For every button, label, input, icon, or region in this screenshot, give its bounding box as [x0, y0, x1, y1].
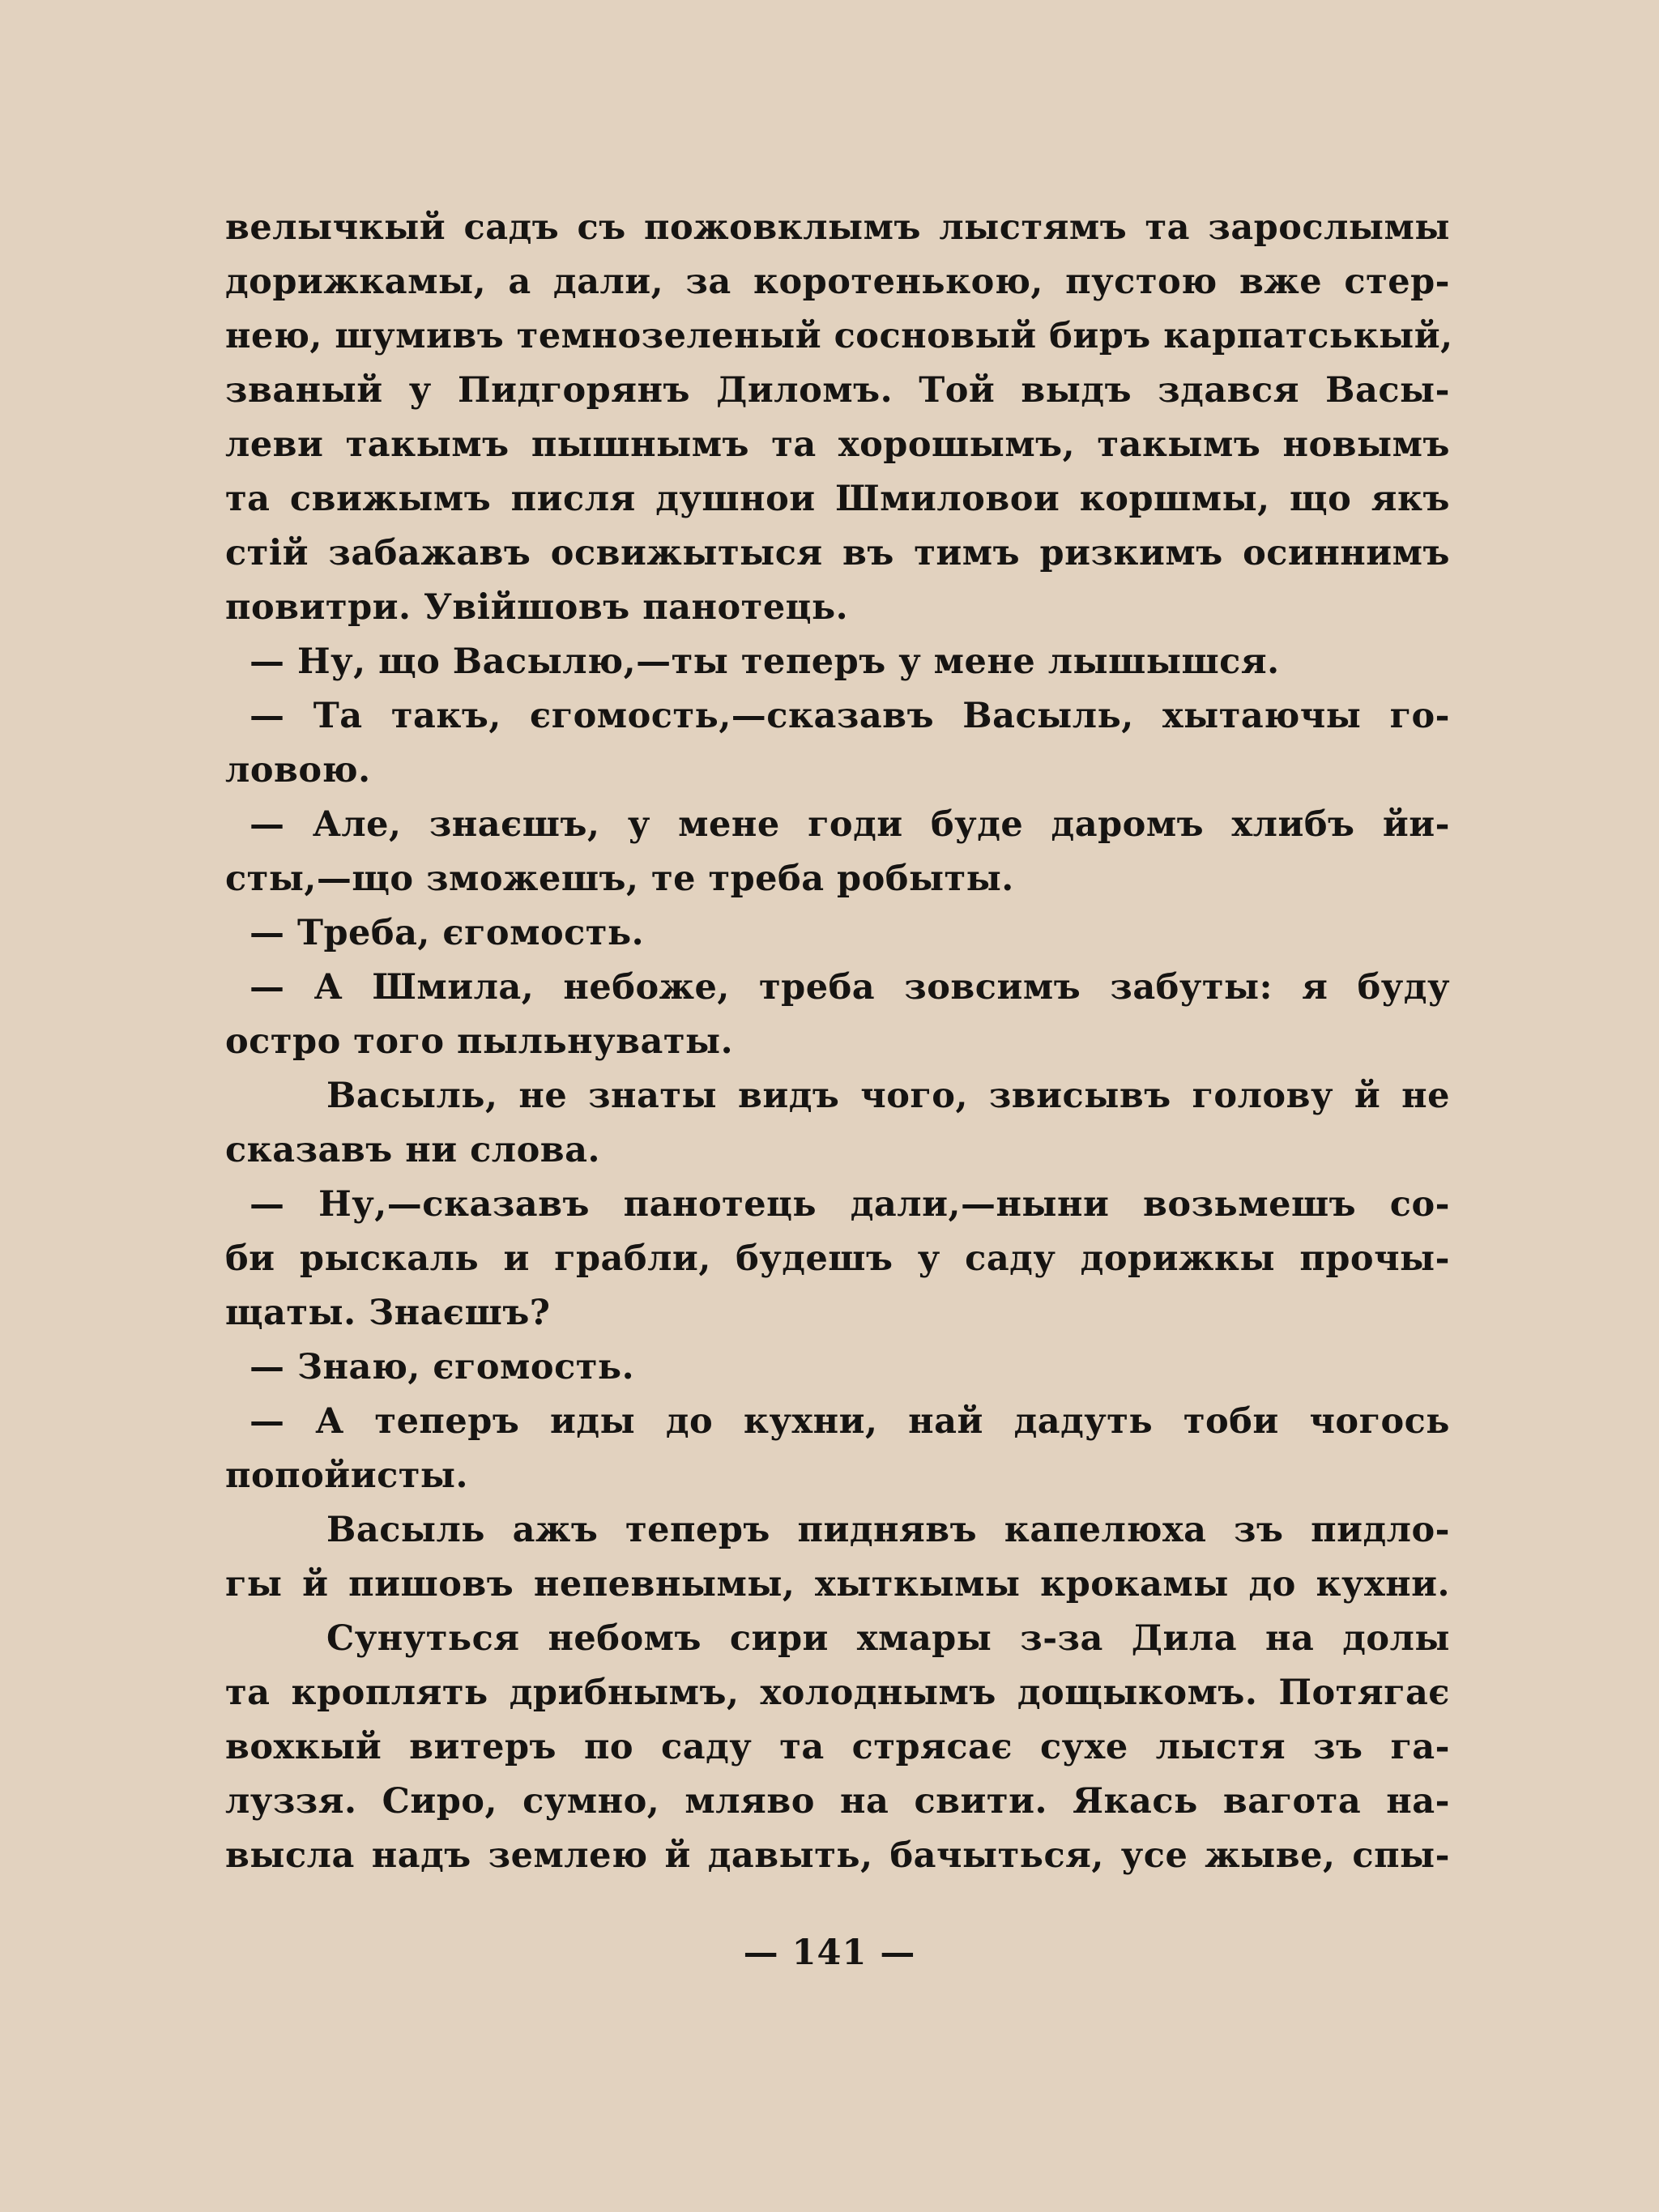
body-text — [225, 201, 1453, 1883]
text-line: высла надъ землею й давыть, бачыться, усе жыве, спы- — [225, 1835, 1450, 1876]
text-line: нею, шумивъ темнозеленый сосновый биръ карпатськый, — [225, 316, 1453, 356]
text-line: остро того пыльнуваты. — [225, 1021, 734, 1062]
text-line: та свижымъ писля душнои Шмиловои коршмы, що якъ — [225, 479, 1450, 519]
dialogue-line: — А теперъ иды до кухни, най дадуть тоби чогось — [249, 1401, 1450, 1442]
paragraph-start-line: Сунуться небомъ сири хмары з-за Дила на долы — [326, 1618, 1450, 1659]
text-line: гы й пишовъ непевнымы, хыткымы крокамы до кухни. — [225, 1564, 1450, 1605]
dialogue-line: — Та такъ, єгомость,—сказавъ Васыль, хытаючы го- — [249, 696, 1450, 736]
text-line: ловою. — [225, 750, 371, 791]
text-line: луззя. Сиро, сумно, мляво на свити. Якась вагота на- — [225, 1781, 1450, 1822]
text-line: щаты. Знаєшъ? — [225, 1293, 551, 1333]
text-line: дорижкамы, а дали, за коротенькою, пустою вже стер- — [225, 262, 1450, 302]
text-line: сты,—що зможешъ, те треба робыты. — [225, 859, 1014, 899]
text-line: повитри. Увійшовъ панотець. — [225, 587, 849, 628]
text-line: та кроплять дрибнымъ, холоднымъ дощыкомъ. Потягає — [225, 1673, 1450, 1713]
paragraph-start-line: Васыль ажъ теперъ пиднявъ капелюха зъ пидло- — [326, 1510, 1450, 1550]
dialogue-line: — А Шмила, небоже, треба зовсимъ забуты: я буду — [249, 967, 1450, 1008]
dialogue-line: — Ну,—сказавъ панотець дали,—ныни возьмешъ со- — [249, 1184, 1450, 1225]
dialogue-line: — Ну, що Васылю,—ты теперъ у мене лышышся. — [249, 641, 1280, 682]
dialogue-line: — Треба, єгомость. — [249, 913, 645, 953]
paragraph-start-line: Васыль, не знаты видъ чого, звисывъ голову й не — [326, 1076, 1450, 1116]
text-line: велычкый садъ съ пожовклымъ лыстямъ та зарослымы — [225, 207, 1450, 248]
text-line: би рыскаль и грабли, будешъ у саду дорижкы прочы- — [225, 1238, 1450, 1279]
text-line: сказавъ ни слова. — [225, 1130, 600, 1170]
dialogue-line: — Але, знаєшъ, у мене годи буде даромъ хлибъ йи- — [249, 804, 1450, 845]
text-line: леви такымъ пышнымъ та хорошымъ, такымъ новымъ — [225, 424, 1450, 465]
text-line: званый у Пидгорянъ Диломъ. Той выдъ здався Васы- — [225, 370, 1450, 411]
text-line: вохкый витеръ по саду та стрясає сухе лыстя зъ га- — [225, 1727, 1450, 1767]
page-number: — 141 — — [743, 1933, 916, 1973]
text-line: попойисты. — [225, 1455, 468, 1496]
dialogue-line: — Знаю, єгомость. — [249, 1347, 635, 1387]
text-line: стій забажавъ освижытыся въ тимъ ризкимъ осиннимъ — [225, 533, 1450, 573]
